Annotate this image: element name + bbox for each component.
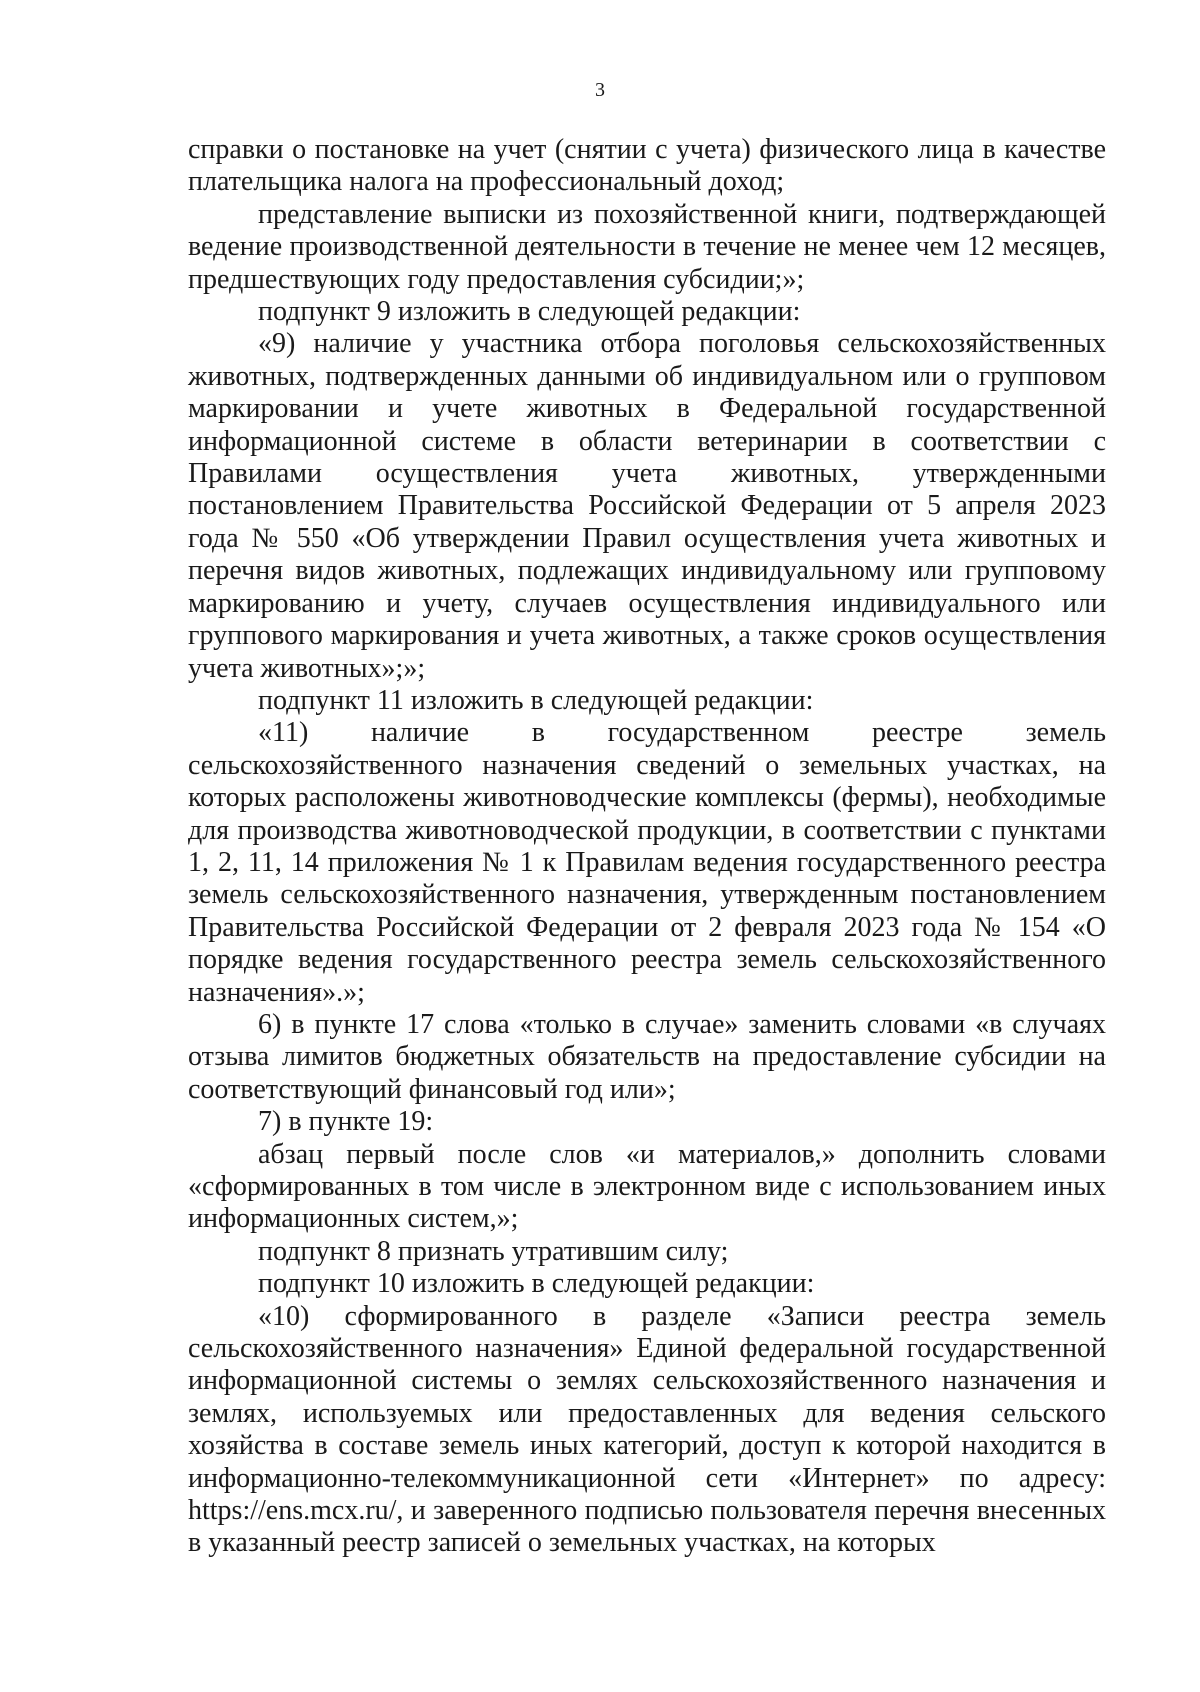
paragraph-7: 6) в пункте 17 слова «только в случае» заменить словами «в случаях отзыва лимитов бюджетных обязательств на предоставление субсидии на соответствующий финансовый год или»; [188, 1008, 1106, 1105]
paragraph-1: справки о постановке на учет (снятии с учета) физического лица в качестве плательщика налога на профессиональный доход; [188, 134, 1106, 198]
paragraph-10: подпункт 8 признать утратившим силу; [258, 1235, 729, 1267]
paragraph-8: 7) в пункте 19: [258, 1106, 434, 1138]
paragraph-3: подпункт 9 изложить в следующей редакции: [258, 296, 801, 328]
paragraph-4: «9) наличие у участника отбора поголовья сельскохозяйственных животных, подтвержденных данными об индивидуальном или о групповом маркировании и учете животных в Федеральной государственной информационной системе в области ветеринарии в соответствии с Правилами осуществления учета животных, утвержденными постановлением Правительства Российской Федерации от 5 апреля 2023 года № 550 «Об утверждении Правил осуществления учета животных и перечня видов животных, подлежащих индивидуальному или групповому маркированию и учету, случаев осуществления индивидуального или группового маркирования и учета животных, а также сроков осуществления учета животных»;»; [188, 328, 1106, 684]
paragraph-11: подпункт 10 изложить в следующей редакции: [258, 1268, 815, 1300]
page-number: 3 [595, 79, 605, 101]
paragraph-9: абзац первый после слов «и материалов,» дополнить словами «сформированных в том числе в электронном виде с использованием иных информационных систем,»; [188, 1138, 1106, 1235]
paragraph-2: представление выписки из похозяйственной книги, подтверждающей ведение производственной деятельности в течение не менее чем 12 месяцев, предшествующих году предоставления субсидии;»; [188, 198, 1106, 295]
paragraph-5: подпункт 11 изложить в следующей редакции: [258, 684, 814, 716]
paragraph-12: «10) сформированного в разделе «Записи реестра земель сельскохозяйственного назначения» Единой федеральной государственной информационной системы о землях сельскохозяйственного назначения и землях, используемых или предоставленных для ведения сельского хозяйства в составе земель иных категорий, доступ к которой находится в информационно-телекоммуникационной сети «Интернет» по адресу: https://ens.mcx.ru/, и заверенного подписью пользователя перечня внесенных в указанный реестр записей о земельных участках, на которых [188, 1300, 1106, 1559]
document-body [188, 134, 1106, 1560]
paragraph-6: «11) наличие в государственном реестре земель сельскохозяйственного назначения сведений о земельных участках, на которых расположены животноводческие комплексы (фермы), необходимые для производства животноводческой продукции, в соответствии с пунктами 1, 2, 11, 14 приложения № 1 к Правилам ведения государственного реестра земель сельскохозяйственного назначения, утвержденным постановлением Правительства Российской Федерации от 2 февраля 2023 года № 154 «О порядке ведения государственного реестра земель сельскохозяйственного назначения».»; [188, 717, 1106, 1008]
